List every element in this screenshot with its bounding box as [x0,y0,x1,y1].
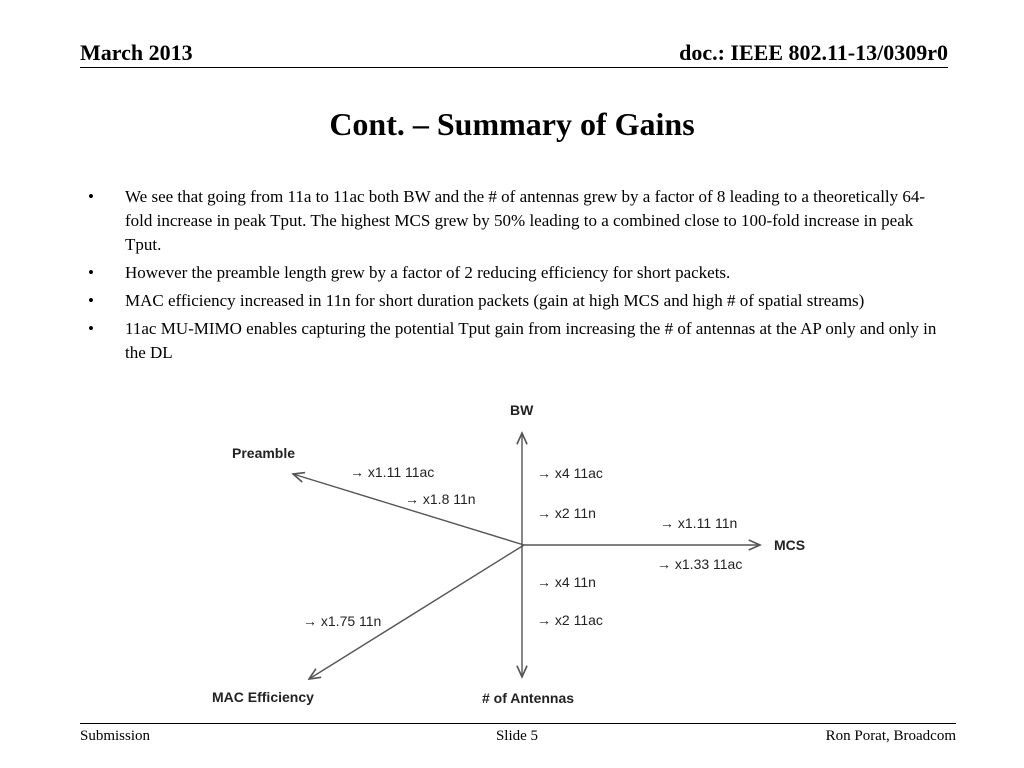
footer-slide-number: Slide 5 [495,728,539,744]
preamble-axis-label: Preamble [232,445,296,461]
mcs-gain-11ac: → x1.33 11ac [657,556,743,572]
footer-divider [80,723,956,724]
bullet-text: We see that going from 11a to 11ac both BW and the # of antennas grew by a factor of 8 leading to a theoretically 64-fold increase in peak Tput. The highest MCS grew by 50% leading to a combined close to 100-fold increase in peak Tput. [125,187,926,254]
bullet-marker: • [88,319,94,338]
footer-submission: Submission [80,728,151,744]
mac-efficiency-axis-label: MAC Efficiency [212,689,314,705]
bullet-text: MAC efficiency increased in 11n for short duration packets (gain at high MCS and high # of spatial streams) [125,291,865,310]
bullet-marker: • [88,263,94,282]
footer-author: Ron Porat, Broadcom [825,728,956,744]
antennas-gain-11ac: → x2 11ac [537,612,603,628]
header-date: March 2013 [80,40,193,65]
mcs-axis-label: MCS [774,537,806,553]
preamble-axis [293,474,524,545]
antennas-axis-label: # of Antennas [482,690,575,706]
antennas-gain-11n: → x4 11n [537,574,596,590]
slide-title: Cont. – Summary of Gains [329,106,695,142]
mac-efficiency-axis [309,545,524,679]
bw-axis-label: BW [510,402,534,418]
bw-gain-11ac: → x4 11ac [537,465,603,481]
mac-efficiency-gain-11n: → x1.75 11n [303,613,382,629]
bullet-text: However the preamble length grew by a factor of 2 reducing efficiency for short packets. [125,263,731,282]
preamble-gain-11ac: → x1.11 11ac [350,464,435,480]
bullet-marker: • [88,187,94,206]
bw-gain-11n: → x2 11n [537,505,596,521]
header-doc-id: doc.: IEEE 802.11-13/0309r0 [679,40,948,65]
bullet-marker: • [88,291,94,310]
preamble-gain-11n: → x1.8 11n [405,491,476,507]
bullet-text: 11ac MU-MIMO enables capturing the potential Tput gain from increasing the # of antennas at the AP only and only in the DL [125,319,937,362]
mcs-gain-11n: → x1.11 11n [660,515,738,531]
